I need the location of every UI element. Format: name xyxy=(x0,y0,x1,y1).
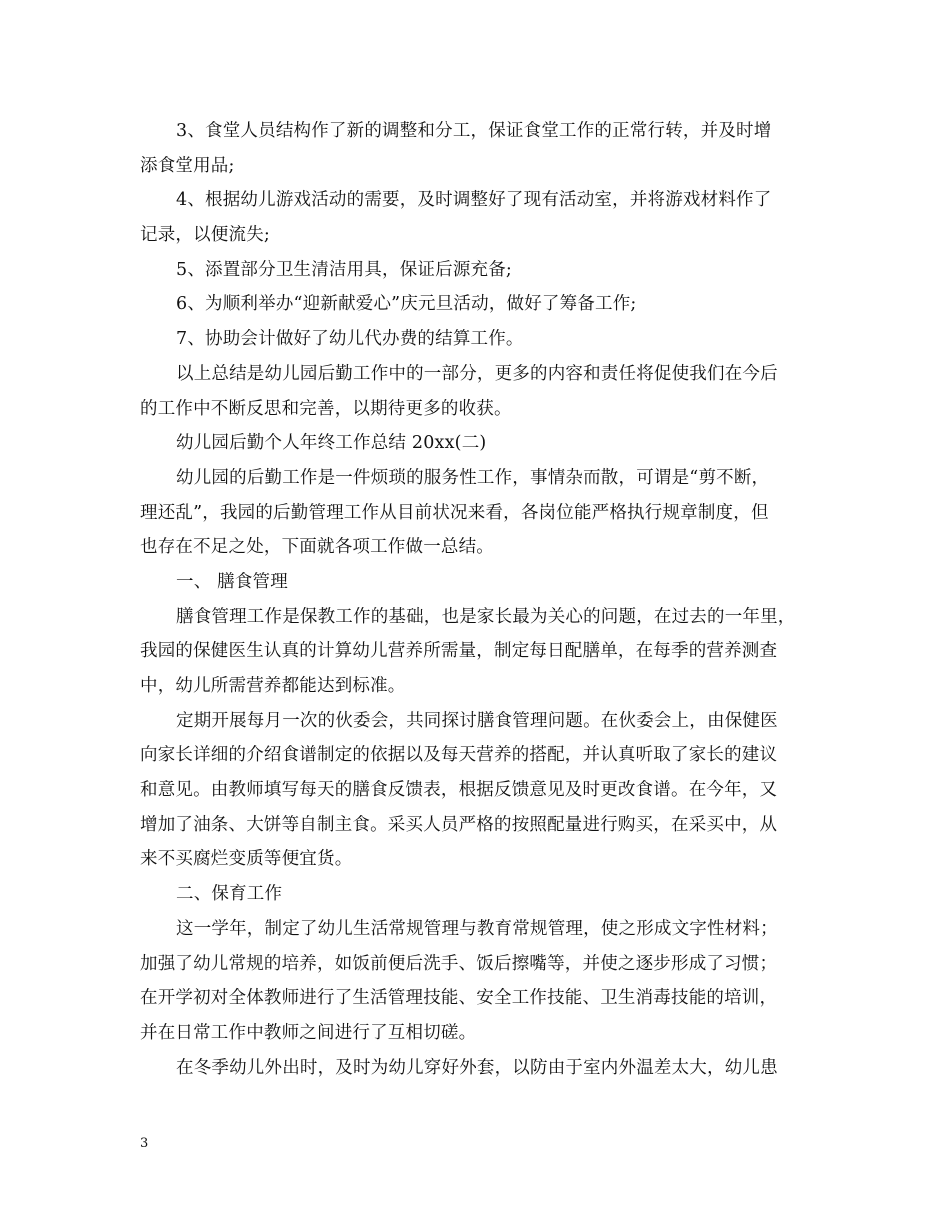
text-line: 增加了油条、大饼等自制主食。采买人员严格的按照配量进行购买，在采买中，从 xyxy=(140,814,778,835)
text-line: 定期开展每月一次的伙委会，共同探讨膳食管理问题。在伙委会上，由保健医 xyxy=(176,710,778,731)
text-line: 的工作中不断反思和完善，以期待更多的收获。 xyxy=(140,398,512,419)
text-line: 一、 膳食管理 xyxy=(176,571,288,592)
text-line: 理还乱”，我园的后勤管理工作从目前状况来看，各岗位能严格执行规章制度，但 xyxy=(140,502,769,523)
text-line: 膳食管理工作是保教工作的基础，也是家长最为关心的问题，在过去的一年里， xyxy=(176,606,796,627)
text-line: 添食堂用品; xyxy=(140,155,235,176)
text-line: 7、协助会计做好了幼儿代办费的结算工作。 xyxy=(176,329,524,350)
text-line: 幼儿园的后勤工作是一件烦琐的服务性工作，事情杂而散，可谓是“剪不断， xyxy=(176,467,770,488)
page-number: 3 xyxy=(140,1136,149,1151)
text-line: 加强了幼儿常规的培养，如饭前便后洗手、饭后擦嘴等，并使之逐步形成了习惯； xyxy=(140,953,778,974)
text-line: 并在日常工作中教师之间进行了互相切磋。 xyxy=(140,1022,477,1043)
text-line: 以上总结是幼儿园后勤工作中的一部分，更多的内容和责任将促使我们在今后 xyxy=(176,363,778,384)
text-line: 6、为顺利举办“迎新献爱心”庆元旦活动，做好了筹备工作; xyxy=(176,294,637,315)
text-line: 来不买腐烂变质等便宜货。 xyxy=(140,849,353,870)
text-line: 在开学初对全体教师进行了生活管理技能、安全工作技能、卫生消毒技能的培训， xyxy=(140,988,778,1009)
text-line: 记录，以便流失; xyxy=(140,225,270,246)
text-line: 3、食堂人员结构作了新的调整和分工，保证食堂工作的正常行转，并及时增 xyxy=(176,121,772,141)
text-line: 中，幼儿所需营养都能达到标准。 xyxy=(140,676,406,696)
text-line: 这一学年，制定了幼儿生活常规管理与教育常规管理，使之形成文字性材料； xyxy=(176,918,778,939)
text-line: 5、添置部分卫生清洁用具，保证后源充备; xyxy=(176,259,513,280)
text-line: 也存在不足之处，下面就各项工作做一总结。 xyxy=(140,537,494,558)
text-line: 二、保育工作 xyxy=(176,884,283,905)
text-line: 在冬季幼儿外出时，及时为幼儿穿好外套，以防由于室内外温差太大，幼儿患 xyxy=(176,1057,778,1078)
document-body xyxy=(140,114,820,1085)
text-line: 我园的保健医生认真的计算幼儿营养所需量，制定每日配膳单，在每季的营养测查 xyxy=(140,641,778,662)
text-line: 和意见。由教师填写每天的膳食反馈表，根据反馈意见及时更改食谱。在今年，又 xyxy=(140,780,778,801)
text-line: 4、根据幼儿游戏活动的需要，及时调整好了现有活动室，并将游戏材料作了 xyxy=(176,190,772,211)
text-line: 幼儿园后勤个人年终工作总结 20xx(二) xyxy=(176,433,487,454)
text-line: 向家长详细的介绍食谱制定的依据以及每天营养的搭配，并认真听取了家长的建议 xyxy=(140,745,778,766)
